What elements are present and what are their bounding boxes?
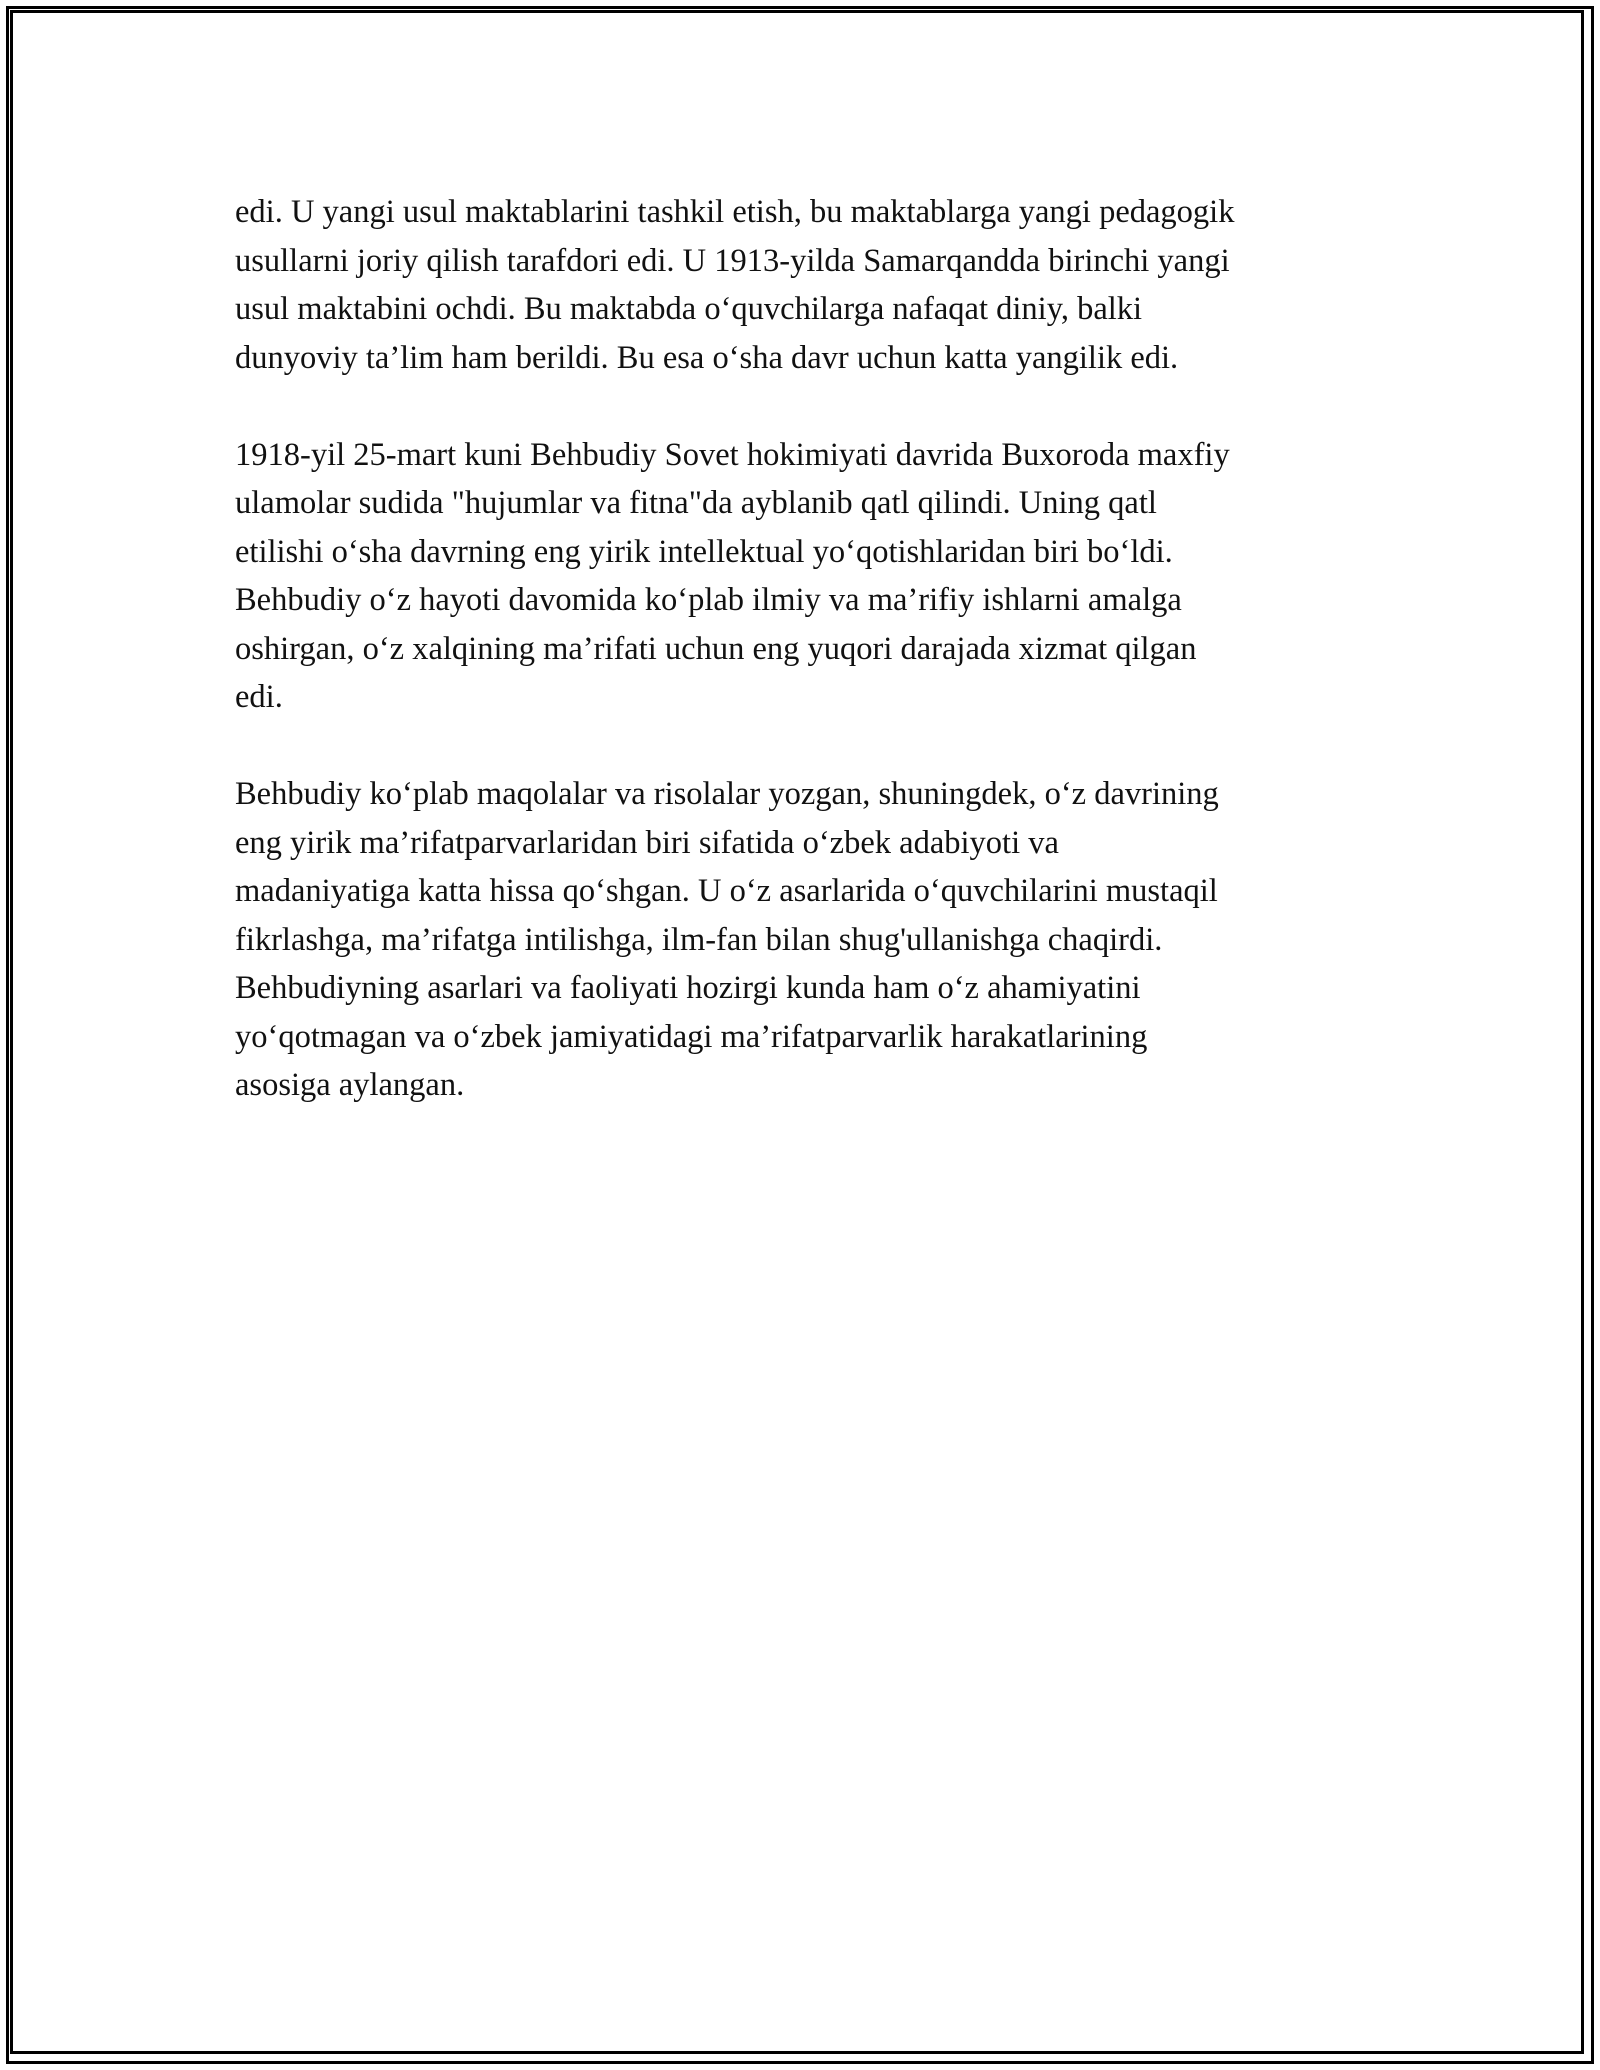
paragraph-3: Behbudiy ko‘plab maqolalar va risolalar yozgan, shuningdek, o‘z davrining eng yirik ma’rifatparvarlaridan biri sifatida o‘zbek adabiyoti va madaniyatiga katta hissa qo‘shgan. U o‘z asarlarida o‘quvchilarini mustaqil fikrlashga, ma’rifatga intilishga, ilm-fan bilan shug'ullanishga chaqirdi. Behbudiyning asarlari va faoliyati hozirgi kunda ham o‘z ahamiyatini yo‘qotmagan va o‘zbek jamiyatidagi ma’rifatparvarlik harakatlarining asosiga aylangan. [235, 776, 1219, 1103]
paragraph-1: edi. U yangi usul maktablarini tashkil etish, bu maktablarga yangi pedagogik usullarni joriy qilish tarafdori edi. U 1913-yilda Samarqandda birinchi yangi usul maktabini ochdi. Bu maktabda o‘quvchilarga nafaqat diniy, balki dunyoviy ta’lim ham berildi. Bu esa o‘sha davr uchun katta yangilik edi. [235, 194, 1235, 376]
document-body [235, 188, 1385, 1158]
paragraph-2: 1918-yil 25-mart kuni Behbudiy Sovet hokimiyati davrida Buxoroda maxfiy ulamolar sudida "hujumlar va fitna"da ayblanib qatl qilindi. Uning qatl etilishi o‘sha davrning eng yirik intellektual yo‘qotishlaridan biri bo‘ldi. Behbudiy o‘z hayoti davomida ko‘plab ilmiy va ma’rifiy ishlarni amalga oshirgan, o‘z xalqining ma’rifati uchun eng yuqori darajada xizmat qilgan edi. [235, 436, 1230, 715]
